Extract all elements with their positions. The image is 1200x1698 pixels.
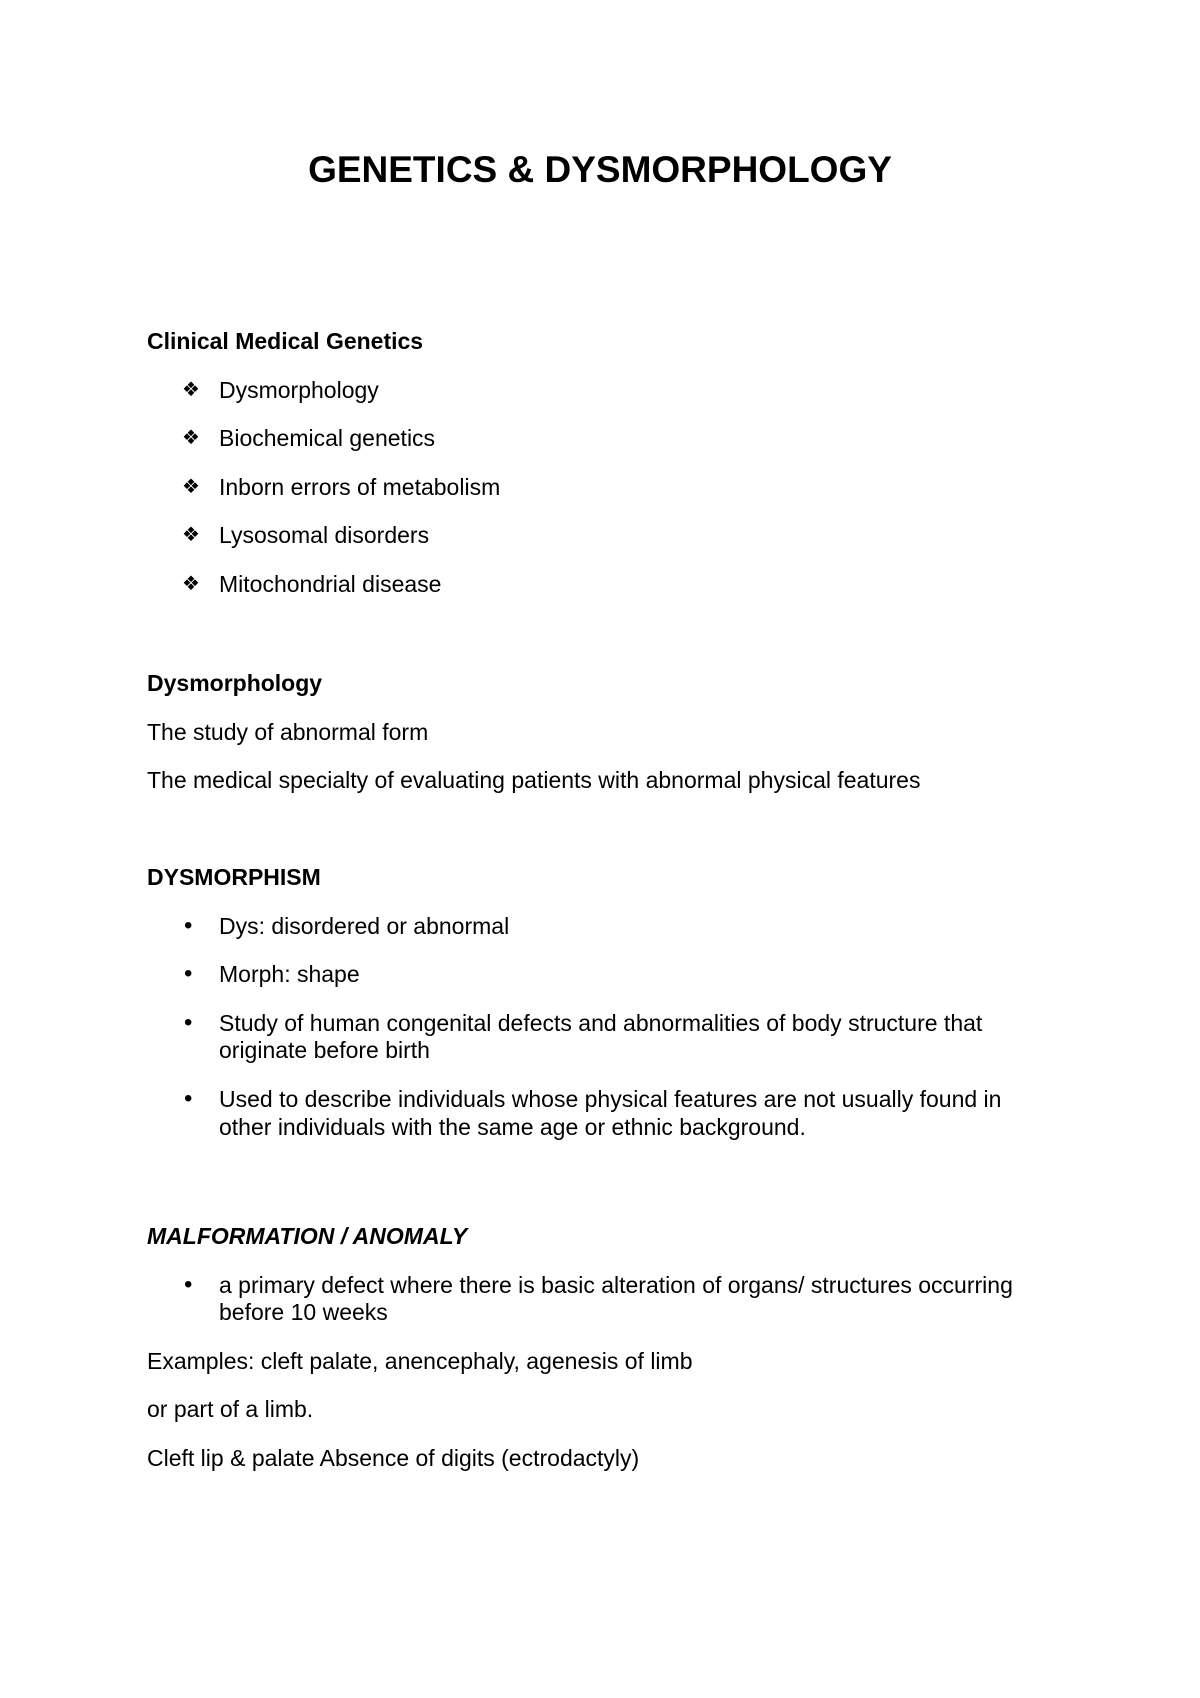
section-malformation-anomaly bbox=[147, 1223, 1077, 1473]
section-dysmorphology bbox=[147, 670, 1077, 795]
list-item: • a primary defect where there is basic alteration of organs/ structures occurring before 10 weeks bbox=[184, 1270, 1013, 1326]
clinical-genetics-list bbox=[147, 377, 1077, 599]
definition-line: The study of abnormal form bbox=[147, 718, 429, 745]
example-line: or part of a limb. bbox=[147, 1396, 314, 1423]
list-item: • Dys: disordered or abnormal bbox=[184, 911, 510, 939]
example-line: Cleft lip & palate Absence of digits (ectrodactyly) bbox=[147, 1444, 640, 1471]
section-heading: Clinical Medical Genetics bbox=[147, 328, 424, 354]
list-item: ❖ Lysosomal disorders bbox=[182, 522, 430, 549]
bullet-dot-icon: • bbox=[184, 1084, 193, 1112]
list-item: ❖ Inborn errors of metabolism bbox=[182, 473, 501, 500]
list-item: • Study of human congenital defects and abnormalities of body structure that originate before birth bbox=[184, 1008, 983, 1064]
bullet-dot-icon: • bbox=[184, 1008, 193, 1036]
bullet-dot-icon: • bbox=[184, 1270, 193, 1298]
example-line: Examples: cleft palate, anencephaly, agenesis of limb bbox=[147, 1347, 693, 1374]
dysmorphism-list bbox=[147, 913, 1077, 1142]
malformation-list bbox=[147, 1272, 1077, 1327]
list-item: ❖ Dysmorphology bbox=[182, 376, 379, 403]
page-title: GENETICS & DYSMORPHOLOGY bbox=[308, 149, 892, 190]
list-item: ❖ Biochemical genetics bbox=[182, 425, 436, 452]
four-diamond-bullet-icon: ❖ bbox=[182, 524, 200, 547]
four-diamond-bullet-icon: ❖ bbox=[182, 378, 200, 401]
bullet-dot-icon: • bbox=[184, 911, 193, 939]
list-item: • Used to describe individuals whose physical features are not usually found in other individuals with the same age or ethnic background. bbox=[184, 1084, 1002, 1140]
section-clinical-medical-genetics bbox=[147, 328, 1077, 599]
section-heading: MALFORMATION / ANOMALY bbox=[147, 1223, 468, 1249]
section-heading: Dysmorphology bbox=[147, 670, 323, 696]
section-heading: DYSMORPHISM bbox=[147, 864, 321, 890]
section-dysmorphism bbox=[147, 864, 1077, 1141]
bullet-dot-icon: • bbox=[184, 960, 193, 988]
four-diamond-bullet-icon: ❖ bbox=[182, 572, 200, 595]
four-diamond-bullet-icon: ❖ bbox=[182, 475, 200, 498]
definition-line: The medical specialty of evaluating patients with abnormal physical features bbox=[147, 767, 921, 794]
list-item: • Morph: shape bbox=[184, 960, 360, 988]
four-diamond-bullet-icon: ❖ bbox=[182, 427, 200, 450]
list-item: ❖ Mitochondrial disease bbox=[182, 570, 442, 597]
